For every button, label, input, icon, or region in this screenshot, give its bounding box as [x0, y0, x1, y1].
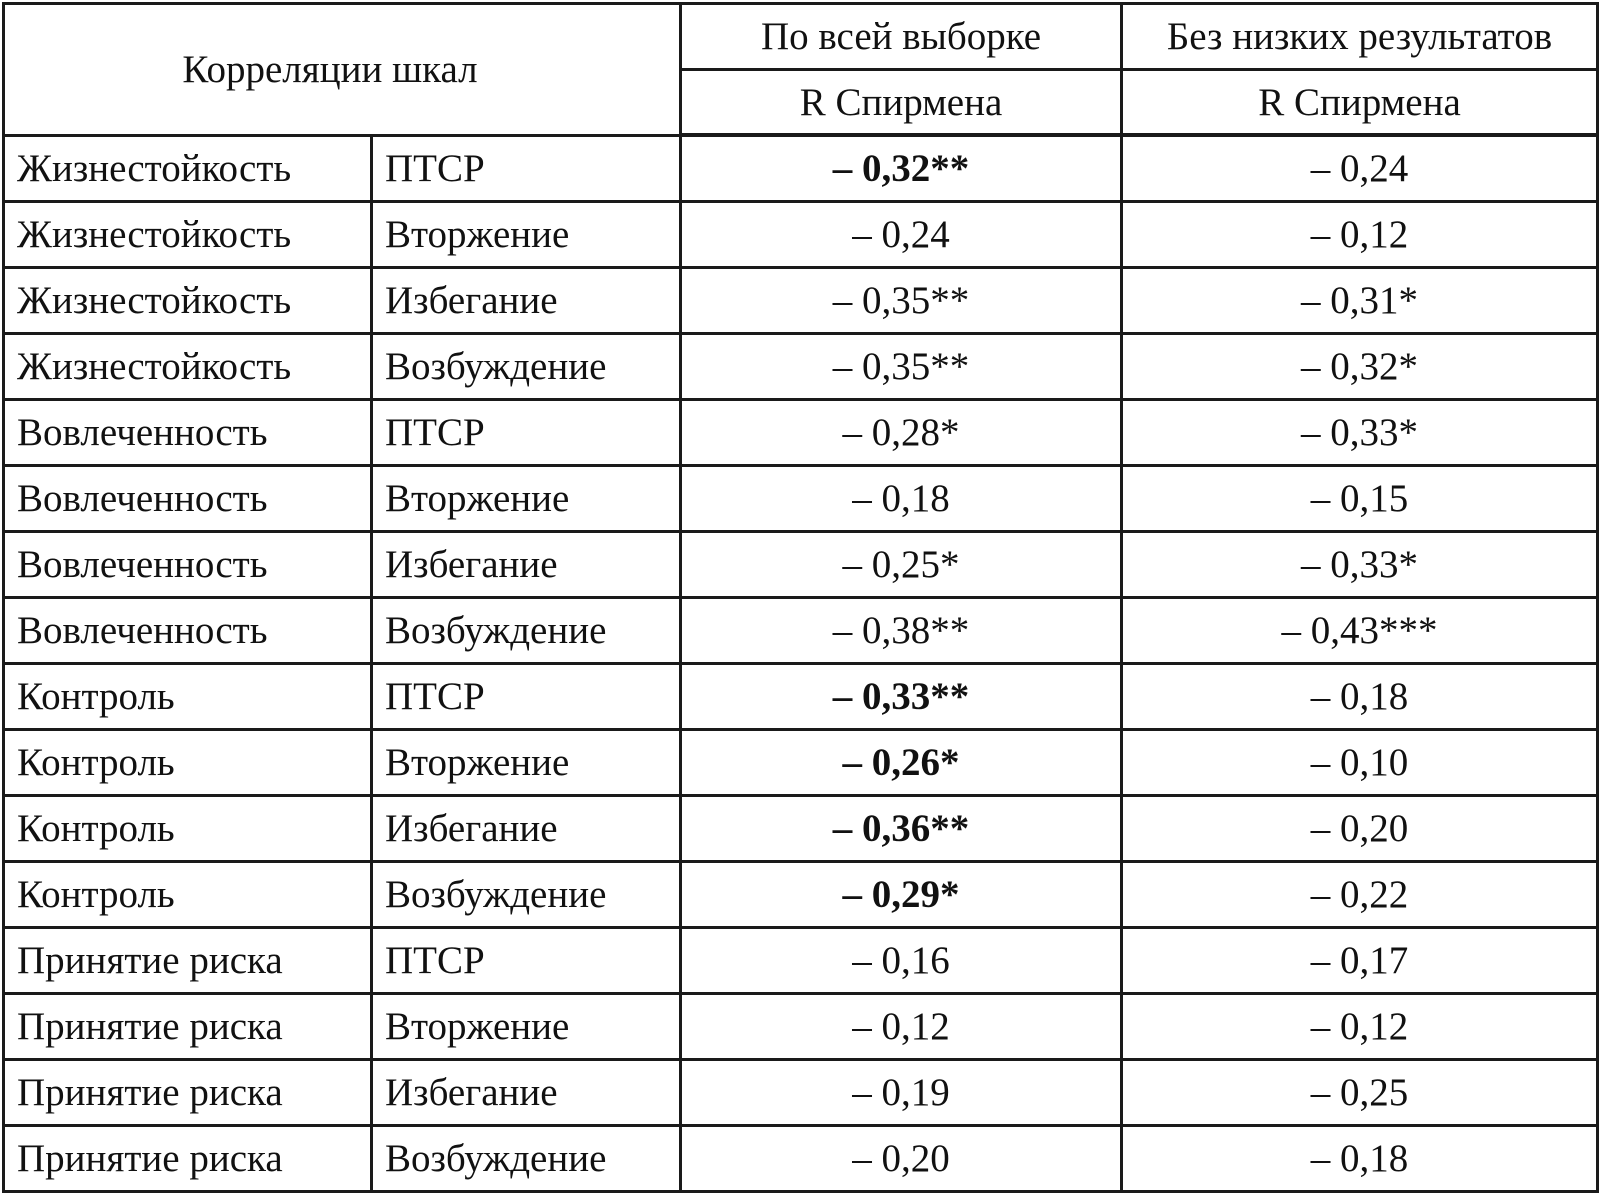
no-low-value-cell: – 0,10: [1122, 730, 1598, 796]
symptom-cell: Избегание: [372, 796, 681, 862]
scale-cell: Вовлеченность: [4, 466, 372, 532]
symptom-cell: Избегание: [372, 532, 681, 598]
no-low-value-cell: – 0,33*: [1122, 400, 1598, 466]
whole-sample-value-cell: – 0,35**: [681, 268, 1122, 334]
whole-sample-value-cell: – 0,20: [681, 1126, 1122, 1192]
table-row: [4, 862, 1598, 928]
symptom-cell: Возбуждение: [372, 862, 681, 928]
symptom-cell: Вторжение: [372, 202, 681, 268]
scale-cell: Контроль: [4, 862, 372, 928]
whole-sample-value-cell: – 0,26*: [681, 730, 1122, 796]
table-row: [4, 1126, 1598, 1192]
table-row: [4, 928, 1598, 994]
scale-cell: Жизнестойкость: [4, 268, 372, 334]
no-low-value-cell: – 0,22: [1122, 862, 1598, 928]
header-without-low-results: Без низких результатов: [1122, 4, 1598, 70]
table-row: [4, 466, 1598, 532]
whole-sample-value-cell: – 0,24: [681, 202, 1122, 268]
whole-sample-value-cell: – 0,19: [681, 1060, 1122, 1126]
scale-cell: Принятие риска: [4, 1126, 372, 1192]
table-body: [4, 135, 1598, 1192]
scale-cell: Вовлеченность: [4, 598, 372, 664]
scale-cell: Принятие риска: [4, 928, 372, 994]
scale-cell: Контроль: [4, 664, 372, 730]
whole-sample-value-cell: – 0,29*: [681, 862, 1122, 928]
whole-sample-value-cell: – 0,38**: [681, 598, 1122, 664]
table-row: [4, 664, 1598, 730]
symptom-cell: Избегание: [372, 1060, 681, 1126]
symptom-cell: Избегание: [372, 268, 681, 334]
symptom-cell: Возбуждение: [372, 334, 681, 400]
header-spearman-whole: R Спирмена: [681, 70, 1122, 136]
table-row: [4, 796, 1598, 862]
symptom-cell: Возбуждение: [372, 598, 681, 664]
header-row-1: [4, 4, 1598, 70]
no-low-value-cell: – 0,18: [1122, 1126, 1598, 1192]
symptom-cell: Вторжение: [372, 730, 681, 796]
scale-cell: Жизнестойкость: [4, 202, 372, 268]
table-row: [4, 202, 1598, 268]
correlation-table: [2, 2, 1599, 1193]
scale-cell: Контроль: [4, 730, 372, 796]
no-low-value-cell: – 0,12: [1122, 202, 1598, 268]
table-row: [4, 598, 1598, 664]
no-low-value-cell: – 0,33*: [1122, 532, 1598, 598]
no-low-value-cell: – 0,43***: [1122, 598, 1598, 664]
whole-sample-value-cell: – 0,16: [681, 928, 1122, 994]
no-low-value-cell: – 0,24: [1122, 135, 1598, 202]
symptom-cell: ПТСР: [372, 400, 681, 466]
scale-cell: Вовлеченность: [4, 400, 372, 466]
no-low-value-cell: – 0,31*: [1122, 268, 1598, 334]
scale-cell: Принятие риска: [4, 994, 372, 1060]
whole-sample-value-cell: – 0,28*: [681, 400, 1122, 466]
whole-sample-value-cell: – 0,36**: [681, 796, 1122, 862]
header-scale-correlations: Корреляции шкал: [4, 4, 681, 136]
table-row: [4, 994, 1598, 1060]
whole-sample-value-cell: – 0,32**: [681, 135, 1122, 202]
symptom-cell: ПТСР: [372, 664, 681, 730]
table-row: [4, 532, 1598, 598]
symptom-cell: ПТСР: [372, 928, 681, 994]
scale-cell: Жизнестойкость: [4, 135, 372, 202]
scale-cell: Принятие риска: [4, 1060, 372, 1126]
symptom-cell: Вторжение: [372, 466, 681, 532]
symptom-cell: Вторжение: [372, 994, 681, 1060]
no-low-value-cell: – 0,17: [1122, 928, 1598, 994]
table-row: [4, 400, 1598, 466]
no-low-value-cell: – 0,20: [1122, 796, 1598, 862]
table-row: [4, 334, 1598, 400]
whole-sample-value-cell: – 0,12: [681, 994, 1122, 1060]
symptom-cell: Возбуждение: [372, 1126, 681, 1192]
scale-cell: Контроль: [4, 796, 372, 862]
header-spearman-no-low: R Спирмена: [1122, 70, 1598, 136]
table-row: [4, 135, 1598, 202]
no-low-value-cell: – 0,32*: [1122, 334, 1598, 400]
table-row: [4, 268, 1598, 334]
whole-sample-value-cell: – 0,18: [681, 466, 1122, 532]
symptom-cell: ПТСР: [372, 135, 681, 202]
whole-sample-value-cell: – 0,25*: [681, 532, 1122, 598]
no-low-value-cell: – 0,25: [1122, 1060, 1598, 1126]
no-low-value-cell: – 0,18: [1122, 664, 1598, 730]
no-low-value-cell: – 0,12: [1122, 994, 1598, 1060]
header-whole-sample: По всей выборке: [681, 4, 1122, 70]
whole-sample-value-cell: – 0,35**: [681, 334, 1122, 400]
table-row: [4, 1060, 1598, 1126]
table-row: [4, 730, 1598, 796]
table-header: [4, 4, 1598, 136]
no-low-value-cell: – 0,15: [1122, 466, 1598, 532]
scale-cell: Жизнестойкость: [4, 334, 372, 400]
scale-cell: Вовлеченность: [4, 532, 372, 598]
correlation-table-container: [2, 2, 1596, 1193]
whole-sample-value-cell: – 0,33**: [681, 664, 1122, 730]
